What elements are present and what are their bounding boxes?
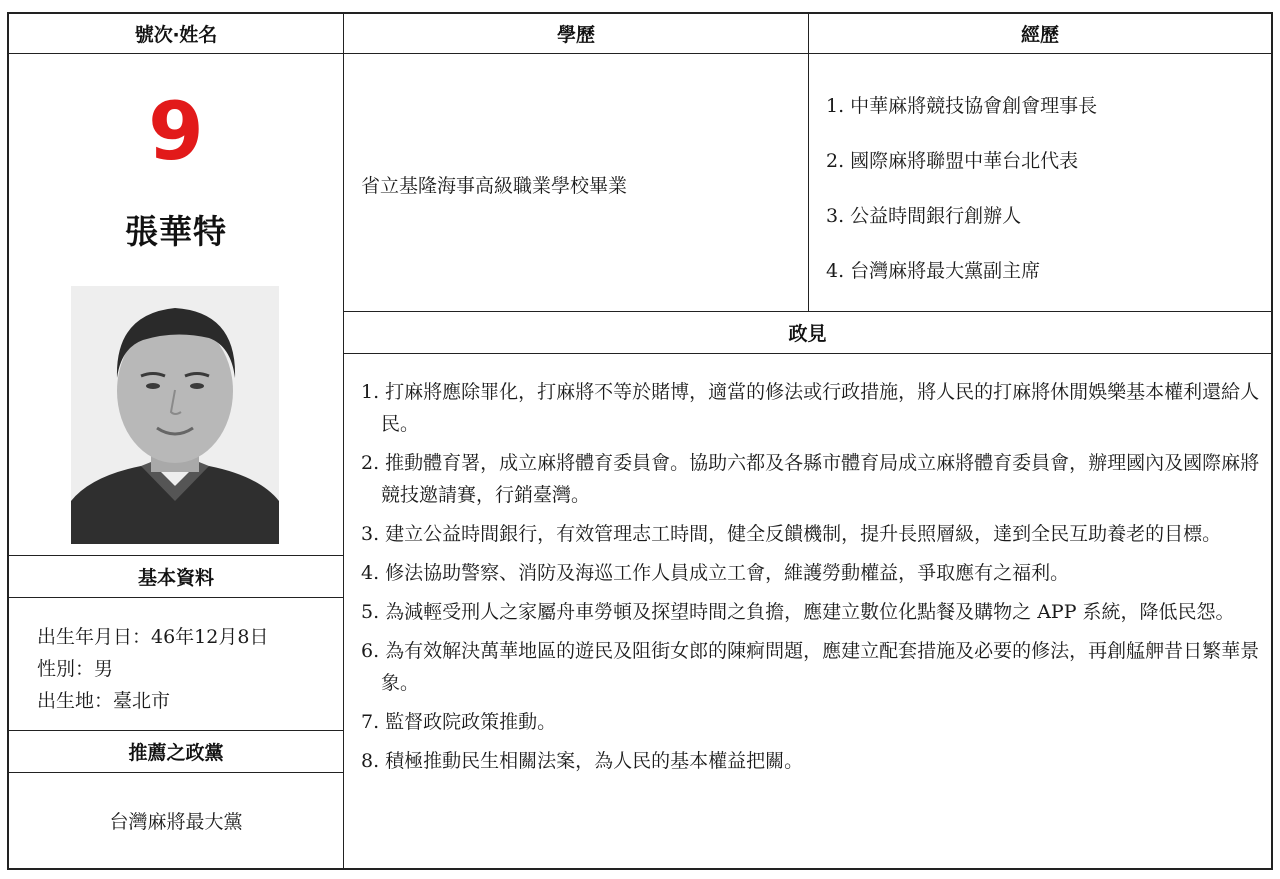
header-number-name: 號次‧姓名 [134,24,218,46]
policy-item: 7. 監督政院政策推動。 [361,711,557,733]
policy-item: 1. 打麻將應除罪化，打麻將不等於賭博，適當的修法或行政措施，將人民的打麻將休閒娛樂基本權利還給人民。 [361,381,1260,435]
experience-item: 4. 台灣麻將最大黨副主席 [826,260,1041,282]
header-basic-info: 基本資料 [137,567,214,589]
header-party: 推薦之政黨 [128,742,224,764]
divider [9,772,343,773]
policy-list [361,376,1261,784]
portrait-image [71,286,279,544]
candidate-number: 9 [148,85,204,178]
party-name: 台灣麻將最大黨 [109,811,243,833]
candidate-name: 張華特 [125,212,227,251]
experience-item: 3. 公益時間銀行創辦人 [826,205,1022,227]
experience-item: 1. 中華麻將競技協會創會理事長 [826,95,1098,117]
candidate-table [7,12,1273,870]
policy-item: 2. 推動體育署，成立麻將體育委員會。協助六都及各縣市體育局成立麻將體育委員會，辦理國內及國際麻將競技邀請賽，行銷臺灣。 [361,452,1260,506]
experience-list [826,86,1097,306]
policy-item: 4. 修法協助警察、消防及海巡工作人員成立工會，維護勞動權益，爭取應有之福利。 [361,562,1070,584]
divider [9,53,1271,54]
divider [343,353,1271,354]
header-policy: 政見 [788,323,827,345]
candidate-photo [71,286,279,544]
header-education: 學歷 [556,24,595,46]
header-experience: 經歷 [1020,24,1059,46]
divider [808,14,809,311]
policy-item: 3. 建立公益時間銀行，有效管理志工時間，健全反饋機制，提升長照層級，達到全民互助養老的目標。 [361,523,1222,545]
birth-date: 出生年月日：46年12月8日 [37,626,269,648]
birthplace: 出生地：臺北市 [37,690,171,712]
divider [9,597,343,598]
basic-info [37,621,268,717]
experience-item: 2. 國際麻將聯盟中華台北代表 [826,150,1079,172]
policy-item: 5. 為減輕受刑人之家屬舟車勞頓及探望時間之負擔，應建立數位化點餐及購物之 APP 系統，降低民怨。 [361,601,1235,623]
policy-item: 8. 積極推動民生相關法案，為人民的基本權益把關。 [361,750,804,772]
policy-item: 6. 為有效解決萬華地區的遊民及阻街女郎的陳痾問題，應建立配套措施及必要的修法，再創艋舺昔日繁華景象。 [361,640,1260,694]
gender: 性別：男 [37,658,114,680]
education-text: 省立基隆海事高級職業學校畢業 [361,175,628,197]
divider [343,14,344,870]
